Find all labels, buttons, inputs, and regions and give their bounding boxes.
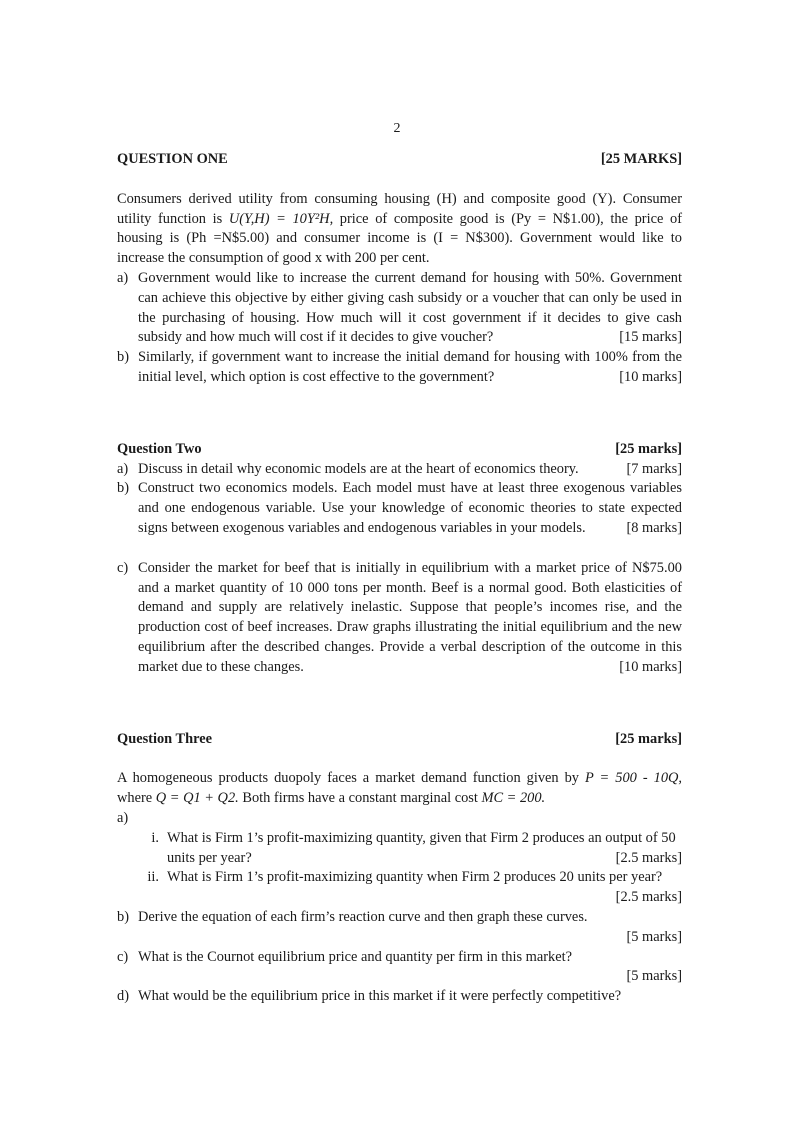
q3-part-a-i-number: i.	[151, 829, 159, 846]
question-one-intro	[117, 190, 682, 269]
quantity-definition: Q = Q1 + Q2.	[155, 790, 239, 807]
q3-part-d	[117, 987, 682, 1007]
q2-part-b-marks: [8 marks]	[626, 519, 682, 536]
q3-part-d-label: d)	[117, 988, 129, 1005]
q2-part-c-text: Consider the market for beef that is initially in equilibrium with a market price of N$75.00 and a market quantity of 10 000 tons per month. Beef is a normal good. Both elasticities of demand and supply are relatively inelastic. Suppose that people’s incomes rise, and the production cost of beef increases. Draw graphs illustrating the initial equilibrium and the new equilibrium after the described changes. Provide a verbal description of the outcome in this market due to these changes.	[138, 559, 682, 675]
q3-part-a-i	[117, 829, 682, 869]
question-two-title: Question Two	[117, 440, 202, 457]
question-three-heading	[117, 730, 682, 750]
q3-part-a-ii-number: ii.	[147, 869, 159, 886]
q3-part-a-ii-marks: [2.5 marks]	[615, 889, 682, 906]
q3-part-a-ii	[117, 868, 682, 888]
q3-part-b	[117, 908, 682, 928]
question-two-marks: [25 marks]	[615, 440, 682, 457]
q1-intro-text-1: Consumers derived utility from consuming housing (H) and composite good (Y). Consumer utility function is	[117, 190, 682, 227]
q1-part-a-text: Government would like to increase the current demand for housing with 50%. Government can achieve this objective by either giving cash subsidy or a voucher that can only be used in the purchasing of housing. How much will it cost government if it decides to give cash subsidy and how much will cost if it decides to give voucher?	[138, 269, 682, 346]
q2-part-b-label: b)	[117, 480, 129, 497]
question-one-title: QUESTION ONE	[117, 151, 228, 167]
question-three-marks: [25 marks]	[615, 730, 682, 747]
q1-part-a-label: a)	[117, 269, 129, 286]
q3-part-a-i-marks: [2.5 marks]	[615, 849, 682, 866]
q1-part-a-marks: [15 marks]	[619, 329, 682, 346]
q1-part-b-marks: [10 marks]	[619, 368, 682, 385]
q3-part-c-marks: [5 marks]	[626, 968, 682, 985]
q2-part-a-label: a)	[117, 460, 129, 477]
q2-part-a	[117, 460, 682, 480]
question-one-marks: [25 MARKS]	[600, 151, 682, 167]
q1-part-a	[117, 269, 682, 348]
demand-function: P = 500 - 10Q,	[585, 770, 683, 787]
q3-part-d-text: What would be the equilibrium price in this market if it were perfectly competitive?	[138, 988, 622, 1005]
q3-part-b-label: b)	[117, 908, 129, 925]
q2-part-b-text: Construct two economics models. Each model must have at least three exogenous variables and one endogenous variable. Use your knowledge of economic theories to state expected signs between exogenous variables and endogenous variables in your models.	[138, 480, 682, 536]
q1-part-b-text: Similarly, if government want to increase the initial demand for housing with 100% from the initial level, which option is cost effective to the government?	[138, 349, 682, 385]
question-three-title: Question Three	[117, 730, 213, 747]
q3-part-c	[117, 948, 682, 968]
q1-part-b	[117, 348, 682, 388]
utility-function: U(Y,H) = 10Y²H,	[228, 210, 334, 227]
q2-part-c	[117, 559, 682, 678]
q3-part-c-label: c)	[117, 948, 129, 965]
q3-part-b-text: Derive the equation of each firm’s reaction curve and then graph these curves.	[138, 908, 588, 925]
q1-intro-text-2: price of composite good is (Py = N$1.00), the price of housing is (Ph =N$5.00) and consumer income is (I = N$300). Government would like to increase the consumption of good x with 200 per cent.	[117, 210, 682, 267]
q1-part-b-label: b)	[117, 349, 129, 366]
question-three-intro	[117, 769, 682, 809]
q3-intro-text-1: A homogeneous products duopoly faces a market demand function given by	[117, 770, 586, 787]
question-two-heading	[117, 440, 682, 460]
q3-part-c-text: What is the Cournot equilibrium price and quantity per firm in this market?	[138, 948, 573, 965]
page-number: 2	[393, 121, 401, 136]
q3-part-a-i-text: What is Firm 1’s profit-maximizing quantity, given that Firm 2 produces an output of 50 units per year?	[167, 829, 676, 866]
marginal-cost: MC = 200.	[481, 790, 546, 807]
q3-intro-text-3: Both firms have a constant marginal cost	[238, 790, 482, 807]
q3-intro-text-2: where	[117, 790, 156, 807]
q2-part-c-marks: [10 marks]	[619, 658, 682, 675]
page-content	[117, 150, 682, 1007]
q2-part-b	[117, 479, 682, 538]
question-one-heading	[117, 150, 682, 170]
q3-part-a-ii-text: What is Firm 1’s profit-maximizing quantity when Firm 2 produces 20 units per year?	[167, 869, 663, 886]
q2-part-a-text: Discuss in detail why economic models are at the heart of economics theory.	[138, 460, 579, 477]
q2-part-c-label: c)	[117, 559, 129, 576]
q3-part-a-label: a)	[117, 809, 129, 826]
q2-part-a-marks: [7 marks]	[626, 460, 682, 477]
q3-part-b-marks: [5 marks]	[626, 928, 682, 945]
